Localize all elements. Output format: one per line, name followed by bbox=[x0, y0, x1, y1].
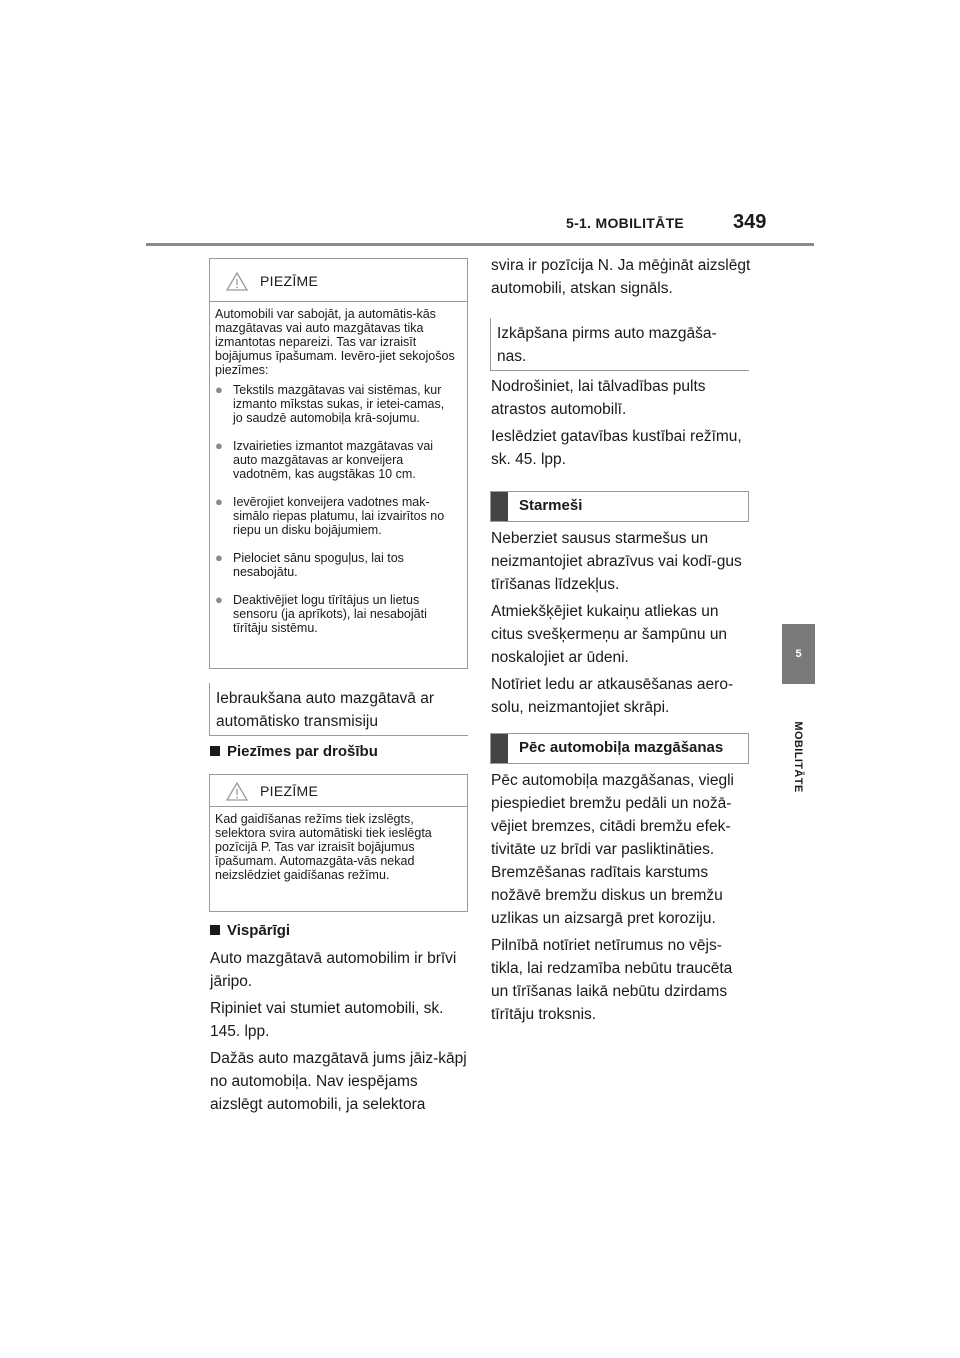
notice-box-standby bbox=[209, 774, 468, 912]
notice-intro: Automobili var sabojāt, ja automātis-kās mazgātavas vai auto mazgātavas tika izmantotas nepareizi. Tas var izraisīt bojājumus īpašumam. Ievēro-jiet sekojošos piezīmes: bbox=[215, 307, 455, 377]
paragraph: Neberziet sausus starmešus un neizmantojiet abrazīvus vai kodī-gus tīrīšanas līdzekļus. bbox=[491, 530, 742, 593]
heading-label: Pēc automobiļa mazgāšanas bbox=[519, 739, 724, 756]
right-column-top-text bbox=[491, 254, 753, 304]
paragraph: Nodrošiniet, lai tālvadības pults atrastos automobilī. bbox=[491, 378, 706, 418]
paragraph: Auto mazgātavā automobilim ir brīvi jāripo. bbox=[210, 950, 457, 990]
heading-box-after-wash bbox=[490, 733, 749, 764]
warning-triangle-icon bbox=[226, 272, 248, 291]
section-title-safety: Piezīmes par drošību bbox=[210, 743, 378, 760]
section-square-icon bbox=[210, 925, 220, 935]
notice-body bbox=[210, 807, 467, 896]
bullet-icon: ● bbox=[215, 494, 223, 509]
paragraph: Pilnībā notīriet netīrumus no vējs-tikla, lai redzamība nebūtu traucēta un tīrīšanas laikā nebūtu dzirdams tīrītāju troksnis. bbox=[491, 937, 733, 1023]
paragraph: Atmiekšķējiet kukaiņu atliekas un citus svešķermeņu ar šampūnu un noskalojiet ar ūdeni. bbox=[491, 603, 728, 666]
bullet-icon: ● bbox=[215, 592, 223, 607]
section-square-icon bbox=[210, 746, 220, 756]
right-column-text-3 bbox=[491, 769, 753, 1030]
notice-text: Kad gaidīšanas režīms tiek izslēgts, selektora svira automātiski tiek ieslēgta pozīcijā P. Tas var izraisīt bojājumus īpašumam. Automazgāta-vās nekad neizslēdziet gaidīšanas režīmu. bbox=[215, 812, 432, 882]
paragraph: Ripiniet vai stumiet automobili, sk. 145. lpp. bbox=[210, 1000, 444, 1040]
heading-box-headlights bbox=[490, 491, 749, 522]
notice-header bbox=[210, 775, 467, 807]
paragraph: svira ir pozīcija N. Ja mēģināt aizslēgt automobili, atskan signāls. bbox=[491, 257, 751, 297]
heading-label: Starmeši bbox=[519, 497, 583, 514]
notice-header bbox=[210, 259, 467, 302]
right-column-text-1 bbox=[491, 375, 753, 475]
bullet-icon: ● bbox=[215, 438, 223, 453]
notice-bullet: ● Deaktivējiet logu tīrītājus un lietus sensoru (ja aprīkots), lai nesabojāti tīrītāju sistēmu. bbox=[215, 592, 427, 635]
left-column-text bbox=[210, 947, 472, 1120]
paragraph: Notīriet ledu ar atkausēšanas aero-solu, neizmantojiet skrāpi. bbox=[491, 676, 734, 716]
notice-box-car-wash bbox=[209, 258, 468, 669]
subheading-automatic-transmission: Iebraukšana auto mazgātavā ar automātisko transmisiju bbox=[209, 683, 468, 736]
heading-block-marker bbox=[491, 734, 508, 763]
notice-body bbox=[210, 302, 467, 657]
paragraph: Pēc automobiļa mazgāšanas, viegli piespiediet bremžu pedāli un nožā-vējiet bremzes, citādi bremžu efek-tivitāte uz brīdi var pasliktināties. Bremzēšanas radītais karstums nožāvē bremžu diskus un bremžu uzlikas un aizsargā pret koroziju. bbox=[491, 772, 734, 927]
bullet-icon: ● bbox=[215, 550, 223, 565]
notice-title: PIEZĪME bbox=[260, 783, 319, 799]
section-title-general: Vispārīgi bbox=[210, 922, 290, 939]
header-divider bbox=[146, 243, 814, 246]
paragraph: Dažās auto mazgātavā jums jāiz-kāpj no automobiļa. Nav iespējams aizslēgt automobili, ja selektora bbox=[210, 1050, 467, 1113]
notice-bullet: ● Izvairieties izmantot mazgātavas vai auto mazgātavas ar konveijera vadotnēm, kas augstākas 10 cm. bbox=[215, 438, 434, 481]
notice-bullet: ● Ievērojiet konveijera vadotnes mak-simālo riepas platumu, lai izvairītos no riepu un disku bojājumiem. bbox=[215, 494, 445, 537]
heading-block-marker bbox=[491, 492, 508, 521]
subheading-exit-before-wash: Izkāpšana pirms auto mazgāša-nas. bbox=[490, 318, 749, 371]
paragraph: Ieslēdziet gatavības kustībai režīmu, sk. 45. lpp. bbox=[491, 428, 742, 468]
notice-bullet: ● Pielociet sānu spoguļus, lai tos nesabojātu. bbox=[215, 550, 404, 579]
notice-title: PIEZĪME bbox=[260, 273, 319, 289]
chapter-label bbox=[791, 692, 805, 822]
page-number: 349 bbox=[733, 211, 767, 233]
chapter-label-text: MOBILITĀTE bbox=[792, 721, 804, 793]
bullet-icon: ● bbox=[215, 382, 223, 397]
right-column-text-2 bbox=[491, 527, 753, 723]
section-header: 5-1. MOBILITĀTE bbox=[566, 215, 685, 231]
notice-bullet: ● Tekstils mazgātavas vai sistēmas, kur izmanto mīkstas sukas, ir ietei-camas, jo saudzē automobiļa krā-sojumu. bbox=[215, 382, 445, 425]
chapter-tab: 5 bbox=[782, 624, 815, 684]
warning-triangle-icon bbox=[226, 782, 248, 801]
